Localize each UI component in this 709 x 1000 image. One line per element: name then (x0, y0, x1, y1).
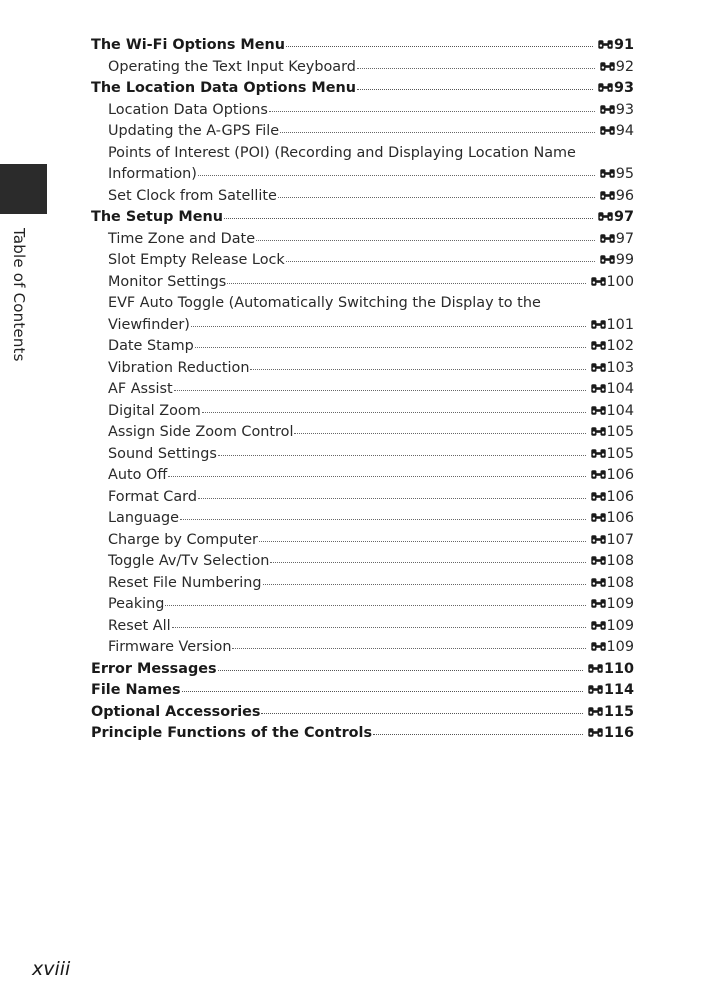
reference-section-icon (598, 40, 613, 49)
dot-leader (280, 132, 595, 133)
reference-section-icon (591, 492, 606, 501)
toc-entry-page-number: 104 (606, 402, 634, 419)
toc-entry-page (598, 207, 634, 229)
toc-entry-row (91, 659, 634, 681)
toc-entry-title: Monitor Settings (108, 273, 227, 290)
toc-entry-page-number: 109 (606, 617, 634, 634)
toc-entry-title: Language (108, 510, 180, 526)
toc-subsection-entry[interactable] (91, 616, 634, 638)
reference-section-icon (591, 513, 606, 522)
toc-entry-title: Reset All (108, 617, 171, 634)
reference-section-icon (591, 535, 606, 544)
dot-leader (198, 498, 586, 499)
toc-entry-page-number: 106 (606, 510, 634, 526)
toc-entry-title: Slot Empty Release Lock (108, 252, 285, 268)
reference-section-icon (591, 277, 606, 286)
dot-leader (286, 261, 595, 262)
dot-leader (168, 476, 585, 477)
toc-section-entry[interactable] (91, 723, 634, 745)
toc-entry-page-number: 107 (606, 531, 634, 548)
toc-subsection-entry[interactable] (91, 57, 634, 79)
toc-entry-page-number: 97 (615, 230, 634, 247)
toc-entry-title: Auto Off (108, 467, 168, 483)
reference-section-icon (591, 427, 606, 436)
reference-section-icon (591, 621, 606, 630)
toc-subsection-entry[interactable] (91, 186, 634, 208)
toc-entry-page-number: 99 (615, 252, 634, 268)
reference-section-icon (588, 728, 603, 737)
toc-entry-title-line: Points of Interest (POI) (Recording and Displaying Location Name (108, 144, 576, 161)
toc-entry-row (108, 530, 634, 552)
toc-entry-page (600, 250, 634, 272)
toc-subsection-entry[interactable] (91, 594, 634, 616)
toc-entry-row (108, 100, 634, 122)
toc-subsection-entry[interactable] (91, 272, 634, 294)
toc-entry-row (91, 723, 634, 745)
dot-leader (218, 670, 583, 671)
toc-entry-page (591, 508, 634, 530)
toc-entry-page-number: 100 (606, 273, 634, 290)
toc-entry-title: Information) (108, 166, 197, 182)
reference-section-icon (598, 83, 613, 92)
toc-entry-page (600, 100, 634, 122)
toc-entry-page-number: 94 (615, 123, 634, 139)
toc-entry-title: Digital Zoom (108, 402, 201, 419)
reference-section-icon (588, 664, 603, 673)
dot-leader (263, 584, 586, 585)
reference-section-icon (600, 126, 615, 135)
toc-entry-page (591, 272, 634, 294)
toc-section-entry[interactable] (91, 207, 634, 229)
toc-subsection-entry[interactable] (91, 293, 634, 336)
toc-entry-row (108, 57, 634, 79)
toc-entry-row (108, 444, 634, 466)
toc-entry-page-number: 116 (603, 725, 634, 741)
toc-entry-title: Principle Functions of the Controls (91, 725, 373, 741)
toc-entry-page-number: 114 (603, 682, 634, 698)
section-tab-marker (0, 164, 47, 214)
dot-leader (357, 89, 593, 90)
reference-section-icon (591, 363, 606, 372)
toc-entry-title: Vibration Reduction (108, 359, 250, 376)
toc-subsection-entry[interactable] (91, 358, 634, 380)
reference-section-icon (591, 599, 606, 608)
dot-leader (195, 347, 586, 348)
toc-entry-page (600, 57, 634, 79)
toc-section-entry[interactable] (91, 680, 634, 702)
dot-leader (218, 455, 586, 456)
toc-subsection-entry[interactable] (91, 422, 634, 444)
reference-section-icon (588, 707, 603, 716)
reference-section-icon (600, 191, 615, 200)
toc-section-entry[interactable] (91, 702, 634, 724)
dot-leader (256, 240, 595, 241)
toc-entry-page (591, 594, 634, 616)
toc-entry-page (591, 358, 634, 380)
reference-section-icon (591, 556, 606, 565)
toc-subsection-entry[interactable] (91, 465, 634, 487)
reference-section-icon (591, 341, 606, 350)
toc-subsection-entry[interactable] (91, 250, 634, 272)
toc-entry-row (91, 702, 634, 724)
toc-entry-row (91, 35, 634, 57)
toc-entry-page (588, 723, 634, 745)
toc-entry-page (591, 315, 634, 337)
toc-entry-row (108, 594, 634, 616)
toc-entry-page-number: 104 (606, 381, 634, 397)
toc-entry-title: Sound Settings (108, 445, 217, 462)
reference-section-icon (600, 169, 615, 178)
toc-entry-row (108, 164, 634, 186)
toc-entry-page-number: 108 (606, 574, 634, 591)
toc-entry-page (588, 702, 634, 724)
reference-section-icon (588, 685, 603, 694)
toc-entry-title: Location Data Options (108, 101, 268, 118)
reference-section-icon (591, 470, 606, 479)
toc-entry-page (591, 444, 634, 466)
toc-entry-title: Reset File Numbering (108, 574, 262, 591)
toc-entry-title: Viewfinder) (108, 316, 190, 333)
toc-entry-page-number: 110 (603, 660, 634, 677)
toc-entry-page (598, 78, 634, 100)
dot-leader (180, 519, 586, 520)
toc-entry-row (108, 336, 634, 358)
toc-entry-page (591, 422, 634, 444)
reference-section-icon (600, 234, 615, 243)
toc-entry-title: Toggle Av/Tv Selection (108, 553, 270, 569)
toc-entry-title: Firmware Version (108, 639, 232, 655)
dot-leader (232, 648, 585, 649)
toc-entry-page-number: 92 (615, 58, 634, 75)
toc-entry-title: The Location Data Options Menu (91, 80, 356, 96)
reference-section-icon (600, 255, 615, 264)
toc-entry-title: Time Zone and Date (108, 230, 256, 247)
toc-entry-row (108, 616, 634, 638)
toc-subsection-entry[interactable] (91, 121, 634, 143)
toc-entry-title: Set Clock from Satellite (108, 187, 277, 204)
toc-entry-row (108, 573, 634, 595)
reference-section-icon (591, 578, 606, 587)
dot-leader (224, 218, 593, 219)
dot-leader (259, 541, 586, 542)
toc-entry-page-number: 93 (615, 101, 634, 118)
dot-leader (191, 326, 586, 327)
toc-entry-row (108, 637, 634, 659)
toc-entry-page-number: 109 (606, 639, 634, 655)
table-of-contents (91, 35, 634, 745)
dot-leader (278, 197, 595, 198)
toc-entry-page-number: 96 (615, 187, 634, 204)
toc-entry-page-number: 106 (606, 488, 634, 505)
toc-entry-row (108, 487, 634, 509)
toc-entry-page (591, 637, 634, 659)
toc-entry-page (591, 530, 634, 552)
toc-entry-page (600, 229, 634, 251)
toc-entry-title: File Names (91, 682, 181, 698)
dot-leader (286, 46, 593, 47)
toc-entry-row (108, 358, 634, 380)
toc-entry-row (108, 422, 634, 444)
toc-entry-title: Charge by Computer (108, 531, 258, 548)
toc-entry-title: Peaking (108, 596, 165, 612)
toc-entry-row (108, 121, 634, 143)
toc-subsection-entry[interactable] (91, 143, 634, 186)
toc-entry-title: Format Card (108, 488, 197, 505)
dot-leader (261, 713, 582, 714)
toc-entry-page-number: 95 (615, 166, 634, 182)
toc-entry-page (591, 379, 634, 401)
toc-entry-row (108, 401, 634, 423)
toc-entry-page (600, 164, 634, 186)
toc-entry-row (108, 551, 634, 573)
toc-entry-row (91, 680, 634, 702)
reference-section-icon (600, 105, 615, 114)
toc-entry-page (598, 35, 634, 57)
toc-entry-page-number: 102 (606, 338, 634, 354)
dot-leader (269, 111, 595, 112)
toc-entry-page (591, 487, 634, 509)
toc-subsection-entry[interactable] (91, 100, 634, 122)
toc-entry-page (600, 121, 634, 143)
dot-leader (202, 412, 586, 413)
toc-entry-row (108, 272, 634, 294)
dot-leader (270, 562, 585, 563)
dot-leader (172, 627, 586, 628)
toc-entry-title: Operating the Text Input Keyboard (108, 58, 356, 75)
toc-entry-title: The Wi-Fi Options Menu (91, 37, 286, 53)
toc-entry-page (588, 659, 634, 681)
toc-subsection-entry[interactable] (91, 637, 634, 659)
dot-leader (165, 605, 585, 606)
toc-entry-row (108, 379, 634, 401)
toc-subsection-entry[interactable] (91, 508, 634, 530)
toc-subsection-entry[interactable] (91, 573, 634, 595)
dot-leader (250, 369, 585, 370)
toc-entry-page-number: 109 (606, 596, 634, 612)
toc-entry-title: Date Stamp (108, 338, 194, 354)
section-tab-label: Table of Contents (10, 228, 28, 362)
toc-subsection-entry[interactable] (91, 530, 634, 552)
toc-entry-page (591, 465, 634, 487)
toc-subsection-entry[interactable] (91, 444, 634, 466)
toc-entry-page (591, 401, 634, 423)
toc-entry-title: Optional Accessories (91, 703, 261, 720)
toc-entry-title: The Setup Menu (91, 209, 223, 225)
dot-leader (373, 734, 583, 735)
page-number: xviii (32, 958, 71, 980)
toc-entry-row (108, 250, 634, 272)
toc-entry-row (91, 78, 634, 100)
toc-entry-page (588, 680, 634, 702)
toc-entry-title: Updating the A-GPS File (108, 123, 280, 139)
toc-entry-row (108, 186, 634, 208)
toc-subsection-entry[interactable] (91, 401, 634, 423)
dot-leader (174, 390, 586, 391)
toc-subsection-entry[interactable] (91, 379, 634, 401)
toc-entry-page-number: 106 (606, 467, 634, 483)
toc-entry-title: AF Assist (108, 381, 173, 397)
toc-section-entry[interactable] (91, 78, 634, 100)
reference-section-icon (591, 384, 606, 393)
toc-entry-page (591, 551, 634, 573)
reference-section-icon (598, 212, 613, 221)
toc-entry-page-number: 93 (613, 80, 634, 96)
toc-entry-page-number: 103 (606, 359, 634, 376)
dot-leader (227, 283, 585, 284)
toc-entry-page-number: 115 (603, 703, 634, 720)
toc-entry-page-number: 91 (613, 37, 634, 53)
toc-entry-title: Error Messages (91, 660, 217, 677)
toc-entry-row (108, 229, 634, 251)
dot-leader (198, 175, 595, 176)
toc-entry-page (600, 186, 634, 208)
toc-entry-row (108, 465, 634, 487)
toc-subsection-entry[interactable] (91, 551, 634, 573)
reference-section-icon (591, 320, 606, 329)
toc-entry-page (591, 573, 634, 595)
reference-section-icon (591, 406, 606, 415)
toc-entry-page (591, 616, 634, 638)
dot-leader (294, 433, 585, 434)
dot-leader (357, 68, 595, 69)
toc-section-entry[interactable] (91, 659, 634, 681)
reference-section-icon (600, 62, 615, 71)
toc-subsection-entry[interactable] (91, 487, 634, 509)
toc-entry-page (591, 336, 634, 358)
toc-entry-page-number: 105 (606, 424, 634, 440)
reference-section-icon (591, 642, 606, 651)
toc-entry-page-number: 105 (606, 445, 634, 462)
dot-leader (182, 691, 583, 692)
reference-section-icon (591, 449, 606, 458)
toc-entry-row (108, 315, 634, 337)
toc-section-entry[interactable] (91, 35, 634, 57)
toc-subsection-entry[interactable] (91, 229, 634, 251)
toc-subsection-entry[interactable] (91, 336, 634, 358)
toc-entry-page-number: 108 (606, 553, 634, 569)
toc-entry-title-line: EVF Auto Toggle (Automatically Switching the Display to the (108, 295, 541, 311)
toc-entry-row (91, 207, 634, 229)
toc-entry-page-number: 97 (613, 209, 634, 225)
toc-entry-title: Assign Side Zoom Control (108, 424, 294, 440)
toc-entry-page-number: 101 (606, 316, 634, 333)
toc-entry-row (108, 508, 634, 530)
